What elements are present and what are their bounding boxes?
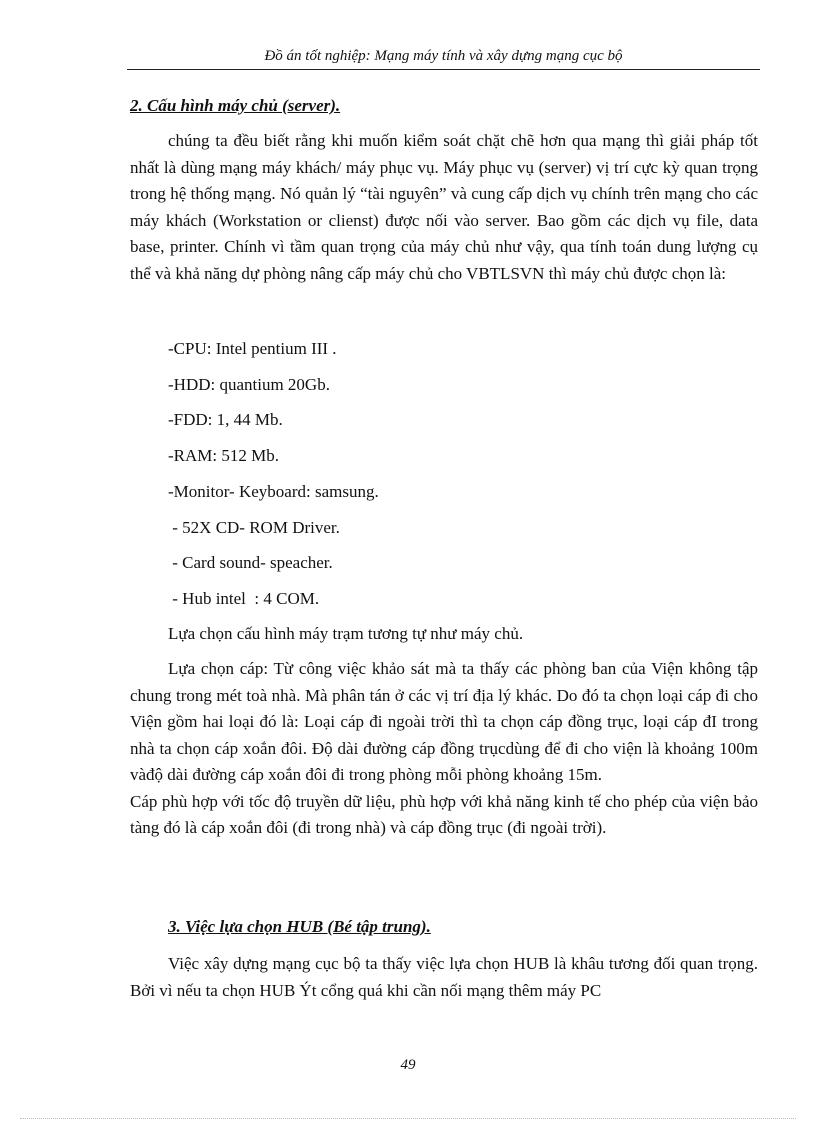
server-intro-paragraph [130, 128, 758, 287]
spec-hdd: -HDD: quantium 20Gb. [168, 375, 330, 394]
spec-sound-card: - Card sound- speacher. [168, 553, 333, 572]
spec-ram: -RAM: 512 Mb. [168, 446, 279, 465]
hub-selection-text: Việc xây dựng mạng cục bộ ta thấy việc lựa chọn HUB là khâu tương đối quan trọng. Bởi vì nếu ta chọn HUB Ýt cổng quá khi cần nối mạng thêm máy PC [130, 954, 758, 1000]
bottom-divider [20, 1118, 796, 1119]
workstation-note: Lựa chọn cấu hình máy trạm tương tự như máy chủ. [168, 624, 524, 643]
section-3-heading: 3. Việc lựa chọn HUB (Bé tập trung). [168, 917, 431, 936]
spec-cdrom: - 52X CD- ROM Driver. [168, 518, 340, 537]
spec-hub: - Hub intel : 4 COM. [168, 589, 320, 608]
spec-fdd: -FDD: 1, 44 Mb. [168, 410, 283, 429]
hub-selection-paragraph [130, 951, 758, 1004]
section-2-heading: 2. Cấu hình máy chủ (server). [130, 96, 341, 115]
page-header: Đồ án tốt nghiệp: Mạng máy tính và xây dựng mạng cục bộ [127, 48, 760, 70]
spec-monitor-keyboard: -Monitor- Keyboard: samsung. [168, 482, 379, 501]
cable-selection-text: Lựa chọn cáp: Từ công việc khảo sát mà ta thấy các phòng ban của Viện không tập chung trong mét toà nhà. Mà phân tán ở các vị trí địa lý khác. Do đó ta chọn loại cáp đi cho Viện gồm hai loại đó là: Loại cáp đi ngoài trời thì ta chọn cáp đồng trục, loại cáp đI trong nhà ta chọn cáp xoắn đôi. Độ dài đường cáp đồng trụcdùng để đi cho viện là khoảng 100m vàđộ dài đường cáp xoắn đôi đi trong phòng mỗi phòng khoảng 15m. [130, 659, 758, 784]
page-number: 49 [400, 1057, 416, 1073]
cable-selection-paragraph [130, 656, 758, 842]
spec-cpu: -CPU: Intel pentium III . [168, 339, 337, 358]
cable-fit-text: Cáp phù hợp với tốc độ truyền dữ liệu, phù hợp với khả năng kinh tế cho phép của viện bảo tàng đó là cáp xoắn đôi (đi trong nhà) và cáp đồng trục (đi ngoài trời). [130, 791, 758, 837]
server-intro-text: chúng ta đều biết rằng khi muốn kiểm soát chặt chẽ hơn qua mạng thì giải pháp tốt nhất là dùng mạng máy khách/ máy phục vụ. Máy phục vụ (server) vị trí cực kỳ quan trọng trong hệ thống mạng. Nó quản lý “tài nguyên” và cung cấp dịch vụ chính trên mạng cho các máy khách (Workstation or clienst) được nối vào server. Bao gồm các dịch vụ file, data base, printer. Chính vì tầm quan trọng của máy chủ như vậy, qua tính toán dung lượng cụ thể và khả năng dự phòng nâng cấp máy chủ cho VBTLSVN thì máy chủ được chọn là: [130, 131, 758, 283]
